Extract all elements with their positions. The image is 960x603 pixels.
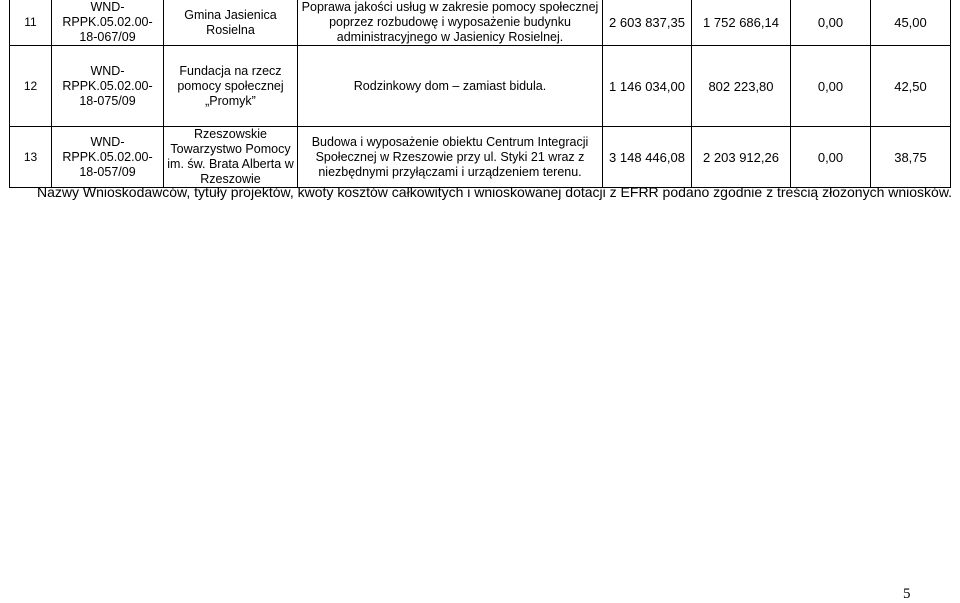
table-row xyxy=(10,0,951,46)
row-lp: 11 xyxy=(10,0,52,46)
applicant-name: Fundacja na rzecz pomocy społecznej „Promyk” xyxy=(164,46,298,127)
page-number: 5 xyxy=(903,586,911,602)
total-cost: 1 146 034,00 xyxy=(603,46,692,127)
row-lp: 13 xyxy=(10,127,52,188)
value-column-8: 42,50 xyxy=(871,46,951,127)
efrr-amount: 802 223,80 xyxy=(692,46,791,127)
project-title: Poprawa jakości usług w zakresie pomocy społecznej poprzez rozbudowę i wyposażenie budynku administracyjnego w Jasienicy Rosielnej. xyxy=(298,0,603,46)
total-cost: 2 603 837,35 xyxy=(603,0,692,46)
footnote: Nazwy Wnioskodawców, tytuły projektów, kwoty kosztów całkowitych i wnioskowanej dotacji z EFRR podano zgodnie z treścią złożonych wniosków. xyxy=(37,184,953,200)
table-row xyxy=(10,46,951,127)
row-lp: 12 xyxy=(10,46,52,127)
efrr-amount: 2 203 912,26 xyxy=(692,127,791,188)
efrr-amount: 1 752 686,14 xyxy=(692,0,791,46)
project-title: Rodzinkowy dom – zamiast bidula. xyxy=(298,46,603,127)
value-column-8: 38,75 xyxy=(871,127,951,188)
applicant-name: Gmina Jasienica Rosielna xyxy=(164,0,298,46)
table-row xyxy=(10,127,951,188)
application-number: WND-RPPK.05.02.00-18-057/09 xyxy=(52,127,164,188)
value-column-7: 0,00 xyxy=(791,127,871,188)
total-cost: 3 148 446,08 xyxy=(603,127,692,188)
value-column-7: 0,00 xyxy=(791,0,871,46)
project-title: Budowa i wyposażenie obiektu Centrum Integracji Społecznej w Rzeszowie przy ul. Styki 21 wraz z niezbędnymi przyłączami i urządzeniem terenu. xyxy=(298,127,603,188)
projects-table xyxy=(9,0,951,188)
value-column-8: 45,00 xyxy=(871,0,951,46)
application-number: WND-RPPK.05.02.00-18-067/09 xyxy=(52,0,164,46)
applicant-name: Rzeszowskie Towarzystwo Pomocy im. św. Brata Alberta w Rzeszowie xyxy=(164,127,298,188)
application-number: WND-RPPK.05.02.00-18-075/09 xyxy=(52,46,164,127)
value-column-7: 0,00 xyxy=(791,46,871,127)
